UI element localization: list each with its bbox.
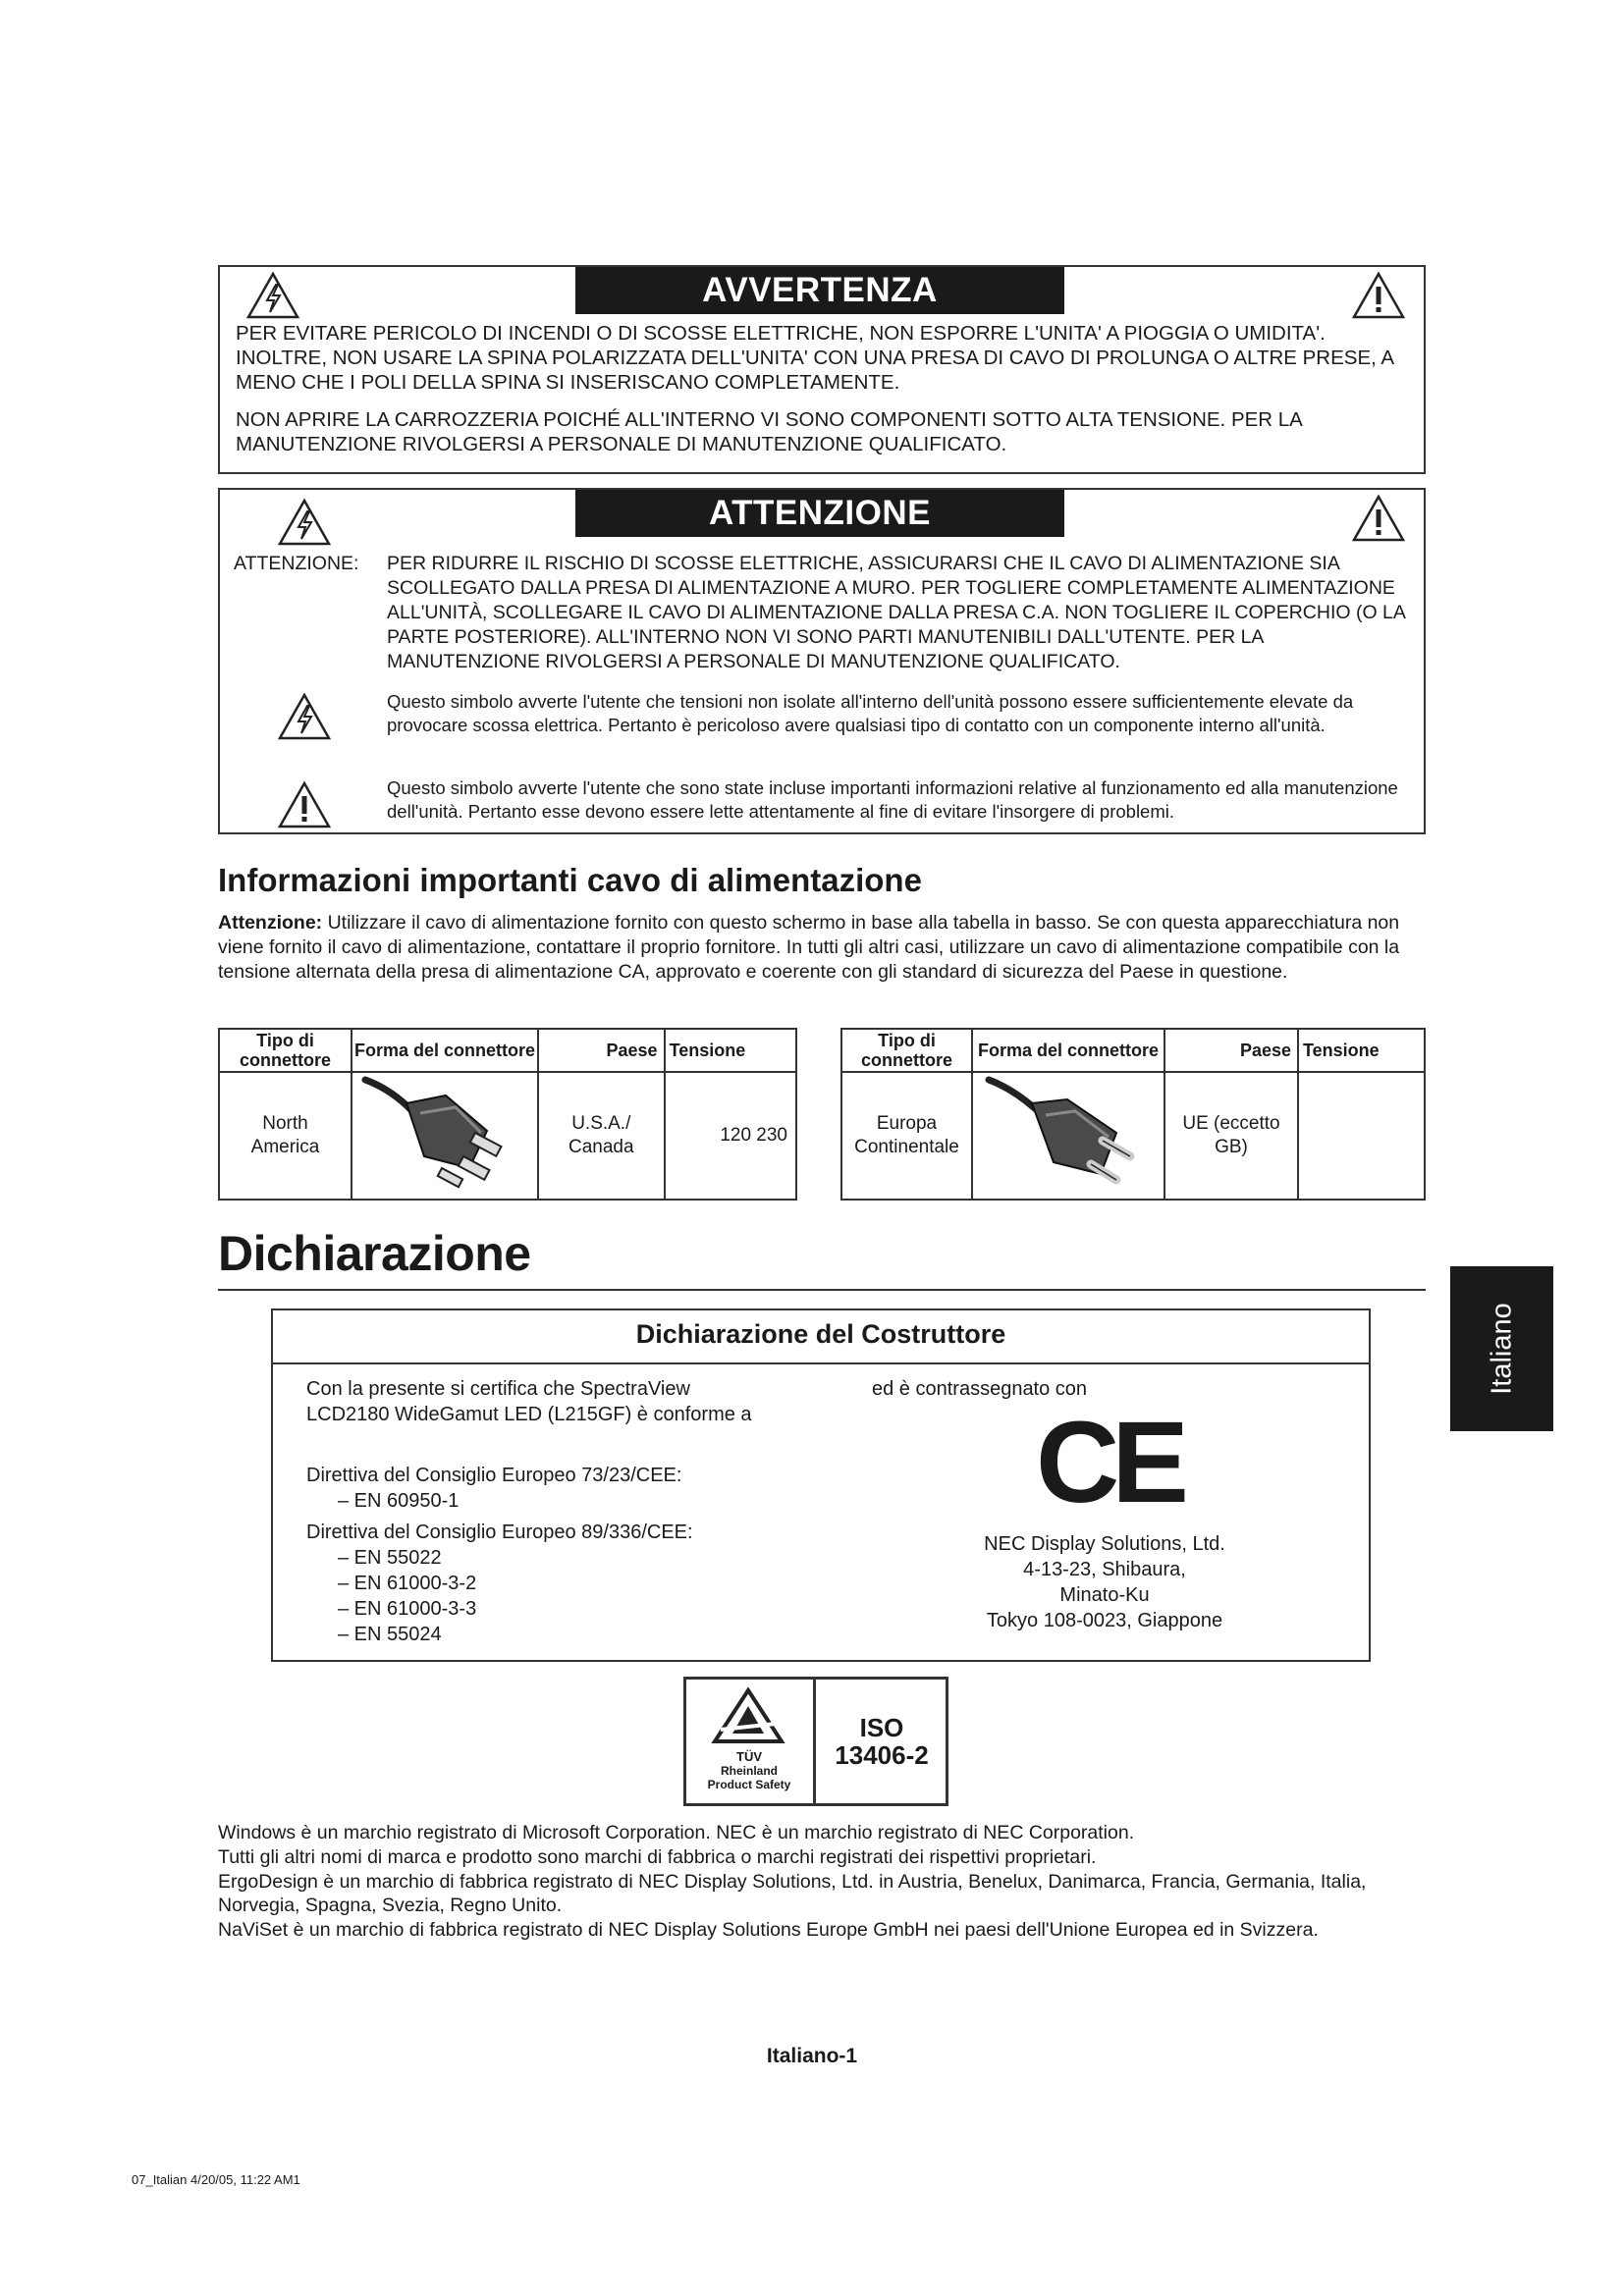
language-side-tab	[1450, 1266, 1553, 1431]
lightning-symbol-icon	[277, 692, 332, 741]
page-number: Italiano-1	[766, 2045, 858, 2067]
plug-table-north-america	[218, 1028, 797, 1201]
tuv-line-3: Product Safety	[707, 1778, 791, 1791]
warning-text-2: NON APRIRE LA CARROZZERIA POICHÉ ALL'INTERNO VI SONO COMPONENTI SOTTO ALTA TENSIONE. PER LA MANUTENZIONE RIVOLGERSI A PERSONALE DI MANUTENZIONE QUALIFICATO.	[236, 408, 1302, 455]
th-voltage-eu: Tensione	[1298, 1029, 1425, 1072]
th-country-eu: Paese	[1164, 1029, 1298, 1072]
power-cord-body: Utilizzare il cavo di alimentazione fornito con questo schermo in base alla tabella in basso. Se con questa apparecchiatura non viene fornito il cavo di alimentazione, contattare il proprio fornitore. In tutti gli altri casi, utilizzare un cavo di alimentazione compatibile con la tensione alternata della presa di alimentazione CA, approvato e coerente con gli standard di sicurezza del Paese in questione.	[218, 912, 1400, 983]
th-type-eu: Tipo di connettore	[841, 1029, 972, 1072]
company-line: 4-13-23, Shibaura,	[1023, 1559, 1186, 1580]
plug-image-eu	[972, 1072, 1164, 1200]
caution-label: ATTENZIONE:	[234, 553, 359, 574]
th-shape: Forma del connettore	[352, 1029, 538, 1072]
declaration-title-rule	[271, 1362, 1371, 1364]
directive-2-item: – EN 61000-3-2	[338, 1573, 477, 1594]
cell-country-eu: UE (eccetto GB)	[1164, 1072, 1298, 1200]
declaration-rule	[218, 1289, 1426, 1291]
power-cord-heading: Informazioni importanti cavo di alimentazione	[218, 862, 922, 898]
company-line: Tokyo 108-0023, Giappone	[986, 1610, 1223, 1631]
trademark-line: Tutti gli altri nomi di marca e prodotto sono marchi di fabbrica o marchi registrati dei rispettivi proprietari.	[218, 1846, 1097, 1868]
trademark-line: NaViSet è un marchio di fabbrica registrato di NEC Display Solutions Europe GmbH nei paesi dell'Unione Europea ed in Svizzera.	[218, 1919, 1319, 1941]
power-cord-lead: Attenzione:	[218, 912, 323, 934]
eu-plug-icon	[985, 1074, 1152, 1192]
exclamation-caution-icon	[1351, 494, 1406, 543]
exclamation-warning-icon	[1351, 271, 1406, 320]
footer-stamp: 07_Italian 4/20/05, 11:22 AM1	[132, 2172, 300, 2187]
warning-banner: AVVERTENZA	[575, 267, 1064, 314]
tuv-line-2: Rheinland	[720, 1764, 778, 1778]
directive-2-item: – EN 55022	[338, 1547, 442, 1569]
directive-2: Direttiva del Consiglio Europeo 89/336/CEE:	[306, 1522, 693, 1543]
th-type: Tipo di connettore	[219, 1029, 352, 1072]
exclamation-note: Questo simbolo avverte l'utente che sono state incluse importanti informazioni relative al funzionamento ed alla manutenzione dell'unità. Pertanto esse devono essere lette attentamente al fine di evitare l'insorgere di problemi.	[387, 777, 1398, 822]
power-cord-paragraph	[218, 911, 1426, 985]
plug-table-europe	[840, 1028, 1426, 1201]
declaration-title: Dichiarazione	[218, 1226, 531, 1281]
warning-text-1: PER EVITARE PERICOLO DI INCENDI O DI SCOSSE ELETTRICHE, NON ESPORRE L'UNITA' A PIOGGIA O UMIDITA'. INOLTRE, NON USARE LA SPINA POLARIZZATA DELL'UNITA' CON UNA PRESA DI CAVO DI PROLUNGA O ALTRE PRESE, A MENO CHE I POLI DELLA SPINA SI INSERISCANO COMPLETAMENTE.	[236, 322, 1393, 394]
plug-image-na	[352, 1072, 538, 1200]
declaration-box-title: Dichiarazione del Costruttore	[635, 1319, 1006, 1349]
th-voltage: Tensione	[665, 1029, 796, 1072]
tuv-line-1: TÜV	[736, 1749, 762, 1764]
iso-line-1: ISO	[859, 1713, 904, 1742]
caution-main-text: PER RIDURRE IL RISCHIO DI SCOSSE ELETTRICHE, ASSICURARSI CHE IL CAVO DI ALIMENTAZIONE SIA SCOLLEGATO DALLA PRESA DI ALIMENTAZIONE A MURO. PER TOGLIERE COMPLETAMENTE ALIMENTAZIONE ALL'UNITÀ, SCOLLEGARE IL CAVO DI ALIMENTAZIONE DALLA PRESA C.A. NON TOGLIERE IL COPERCHIO (O LA PARTE POSTERIORE). ALL'INTERNO NON VI SONO PARTI MANUTENIBILI DALL'UTENTE. PER LA MANUTENZIONE RIVOLGERSI A PERSONALE DI MANUTENZIONE QUALIFICATO.	[387, 553, 1405, 672]
tuv-triangle-icon	[711, 1686, 785, 1745]
directive-2-item: – EN 55024	[338, 1624, 442, 1645]
language-side-tab-label: Italiano	[1486, 1303, 1517, 1395]
caution-banner: ATTENZIONE	[575, 490, 1064, 537]
tuv-logo-divider	[813, 1677, 816, 1806]
directive-1-item: – EN 60950-1	[338, 1490, 460, 1512]
th-country: Paese	[538, 1029, 665, 1072]
cell-voltage-na: 120 230	[665, 1072, 796, 1200]
declaration-intro: Con la presente si certifica che SpectraView LCD2180 WideGamut LED (L215GF) è conforme a	[306, 1378, 752, 1425]
cell-region-eu: Europa Continentale	[841, 1072, 972, 1200]
company-line: Minato-Ku	[1059, 1584, 1150, 1606]
marked-with-text: ed è contrassegnato con	[872, 1378, 1088, 1400]
us-plug-icon	[361, 1074, 528, 1192]
directive-2-item: – EN 61000-3-3	[338, 1598, 477, 1620]
iso-line-2: 13406-2	[835, 1740, 929, 1770]
lightning-warning-icon	[245, 271, 300, 320]
th-shape-eu: Forma del connettore	[972, 1029, 1164, 1072]
ce-mark: CE	[1036, 1398, 1181, 1527]
cell-region-na: North America	[219, 1072, 352, 1200]
exclamation-symbol-icon	[277, 780, 332, 829]
directive-1: Direttiva del Consiglio Europeo 73/23/CEE:	[306, 1465, 682, 1486]
trademark-line: Windows è un marchio registrato di Microsoft Corporation. NEC è un marchio registrato di NEC Corporation.	[218, 1822, 1135, 1843]
cell-voltage-eu	[1298, 1072, 1425, 1200]
lightning-note: Questo simbolo avverte l'utente che tensioni non isolate all'interno dell'unità possono essere sufficientemente elevate da provocare scossa elettrica. Pertanto è pericoloso avere qualsiasi tipo di contatto con un componente interno all'unità.	[387, 691, 1354, 735]
company-line: NEC Display Solutions, Ltd.	[984, 1533, 1225, 1555]
lightning-caution-icon	[277, 498, 332, 547]
trademark-line: ErgoDesign è un marchio di fabbrica registrato di NEC Display Solutions, Ltd. in Austria, Benelux, Danimarca, Francia, Germania, Italia, Norvegia, Spagna, Svezia, Regno Unito.	[218, 1871, 1367, 1916]
cell-country-na: U.S.A./ Canada	[538, 1072, 665, 1200]
